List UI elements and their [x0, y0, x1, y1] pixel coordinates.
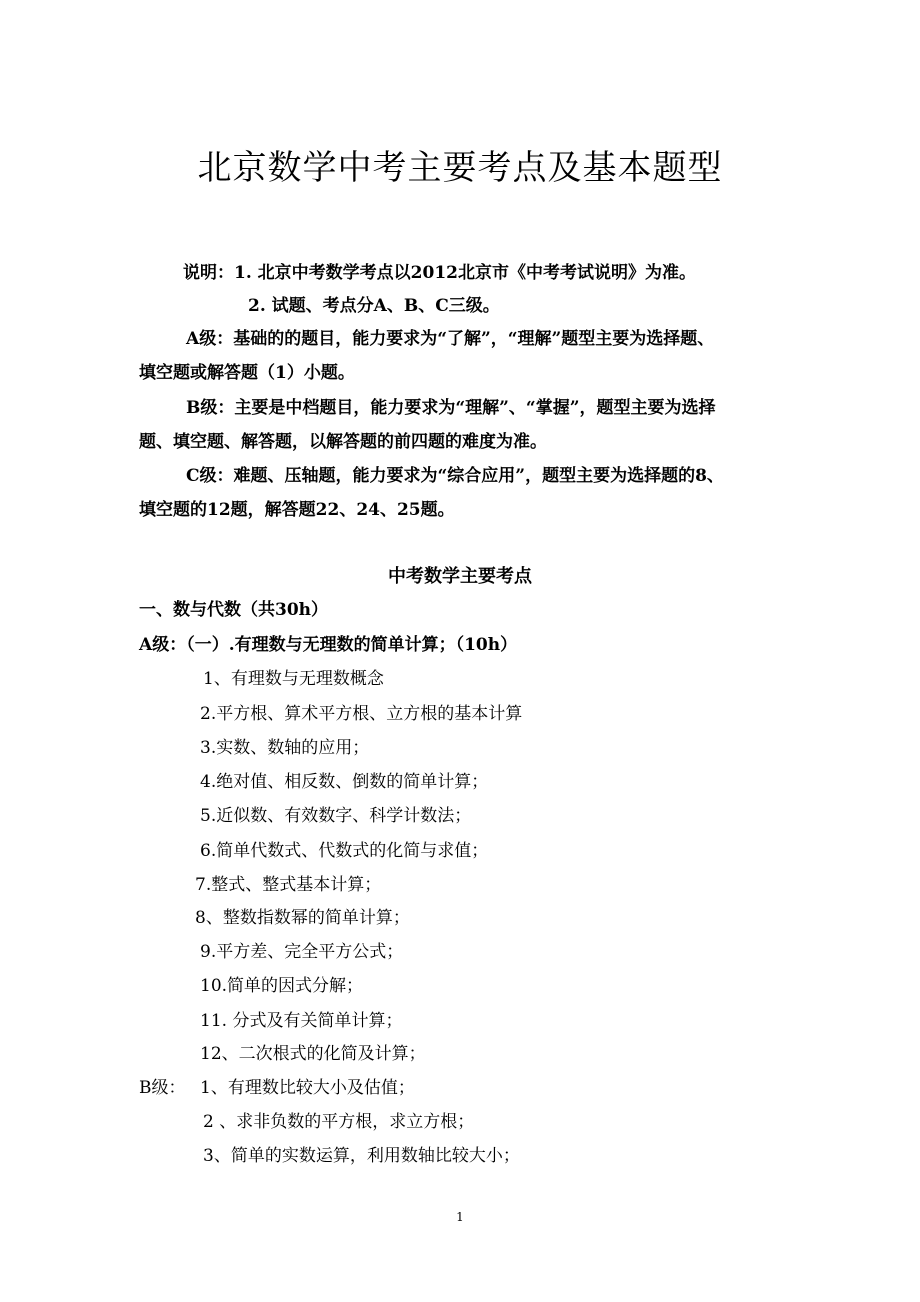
a-level-desc-1: A级：基础的的题目，能力要求为“了解”，“理解”题型主要为选择题、: [186, 329, 715, 349]
part1-heading: 一、数与代数（共30h）: [139, 600, 329, 620]
b-level-label: B级：: [139, 1078, 186, 1098]
list-item: 7.整式、整式基本计算；: [195, 875, 382, 895]
list-item: 3.实数、数轴的应用；: [200, 738, 370, 758]
list-item: 6.简单代数式、代数式的化简与求值；: [200, 841, 489, 861]
list-item: 3、简单的实数运算，利用数轴比较大小；: [203, 1146, 520, 1166]
list-item: 10.简单的因式分解；: [200, 976, 364, 996]
list-item: 8、整数指数幂的简单计算；: [195, 908, 410, 928]
list-item: 5.近似数、有效数字、科学计数法；: [200, 806, 472, 826]
section-title: 中考数学主要考点: [388, 566, 532, 587]
list-item: 2.平方根、算术平方根、立方根的基本计算: [200, 704, 523, 724]
list-item: 1、有理数与无理数概念: [203, 669, 384, 689]
list-item: 9.平方差、完全平方公式；: [200, 942, 404, 962]
c-level-desc-1: C级：难题、压轴题，能力要求为“综合应用”，题型主要为选择题的8、: [186, 466, 724, 486]
intro-line-1: 说明：1. 北京中考数学考点以2012北京市《中考考试说明》为准。: [183, 263, 696, 283]
a-level-desc-2: 填空题或解答题（1）小题。: [139, 363, 355, 383]
b-level-desc-1: B级：主要是中档题目，能力要求为“理解”、“掌握”，题型主要为选择: [186, 398, 716, 418]
list-item: 1、有理数比较大小及估值；: [200, 1078, 415, 1098]
document-title: 北京数学中考主要考点及基本题型: [197, 148, 723, 188]
list-item: 4.绝对值、相反数、倒数的简单计算；: [200, 772, 489, 792]
intro-line-2: 2. 试题、考点分A、B、C三级。: [248, 296, 500, 316]
b-level-desc-2: 题、填空题、解答题，以解答题的前四题的难度为准。: [139, 432, 547, 452]
list-item: 11. 分式及有关简单计算；: [200, 1011, 403, 1031]
page-number: 1: [456, 1210, 464, 1224]
list-item: 12、二次根式的化简及计算；: [200, 1044, 426, 1064]
c-level-desc-2: 填空题的12题，解答题22、24、25题。: [139, 500, 455, 520]
list-item: 2 、求非负数的平方根，求立方根；: [203, 1112, 475, 1132]
a-level-heading: A级：（一）.有理数与无理数的简单计算；（10h）: [139, 635, 518, 655]
